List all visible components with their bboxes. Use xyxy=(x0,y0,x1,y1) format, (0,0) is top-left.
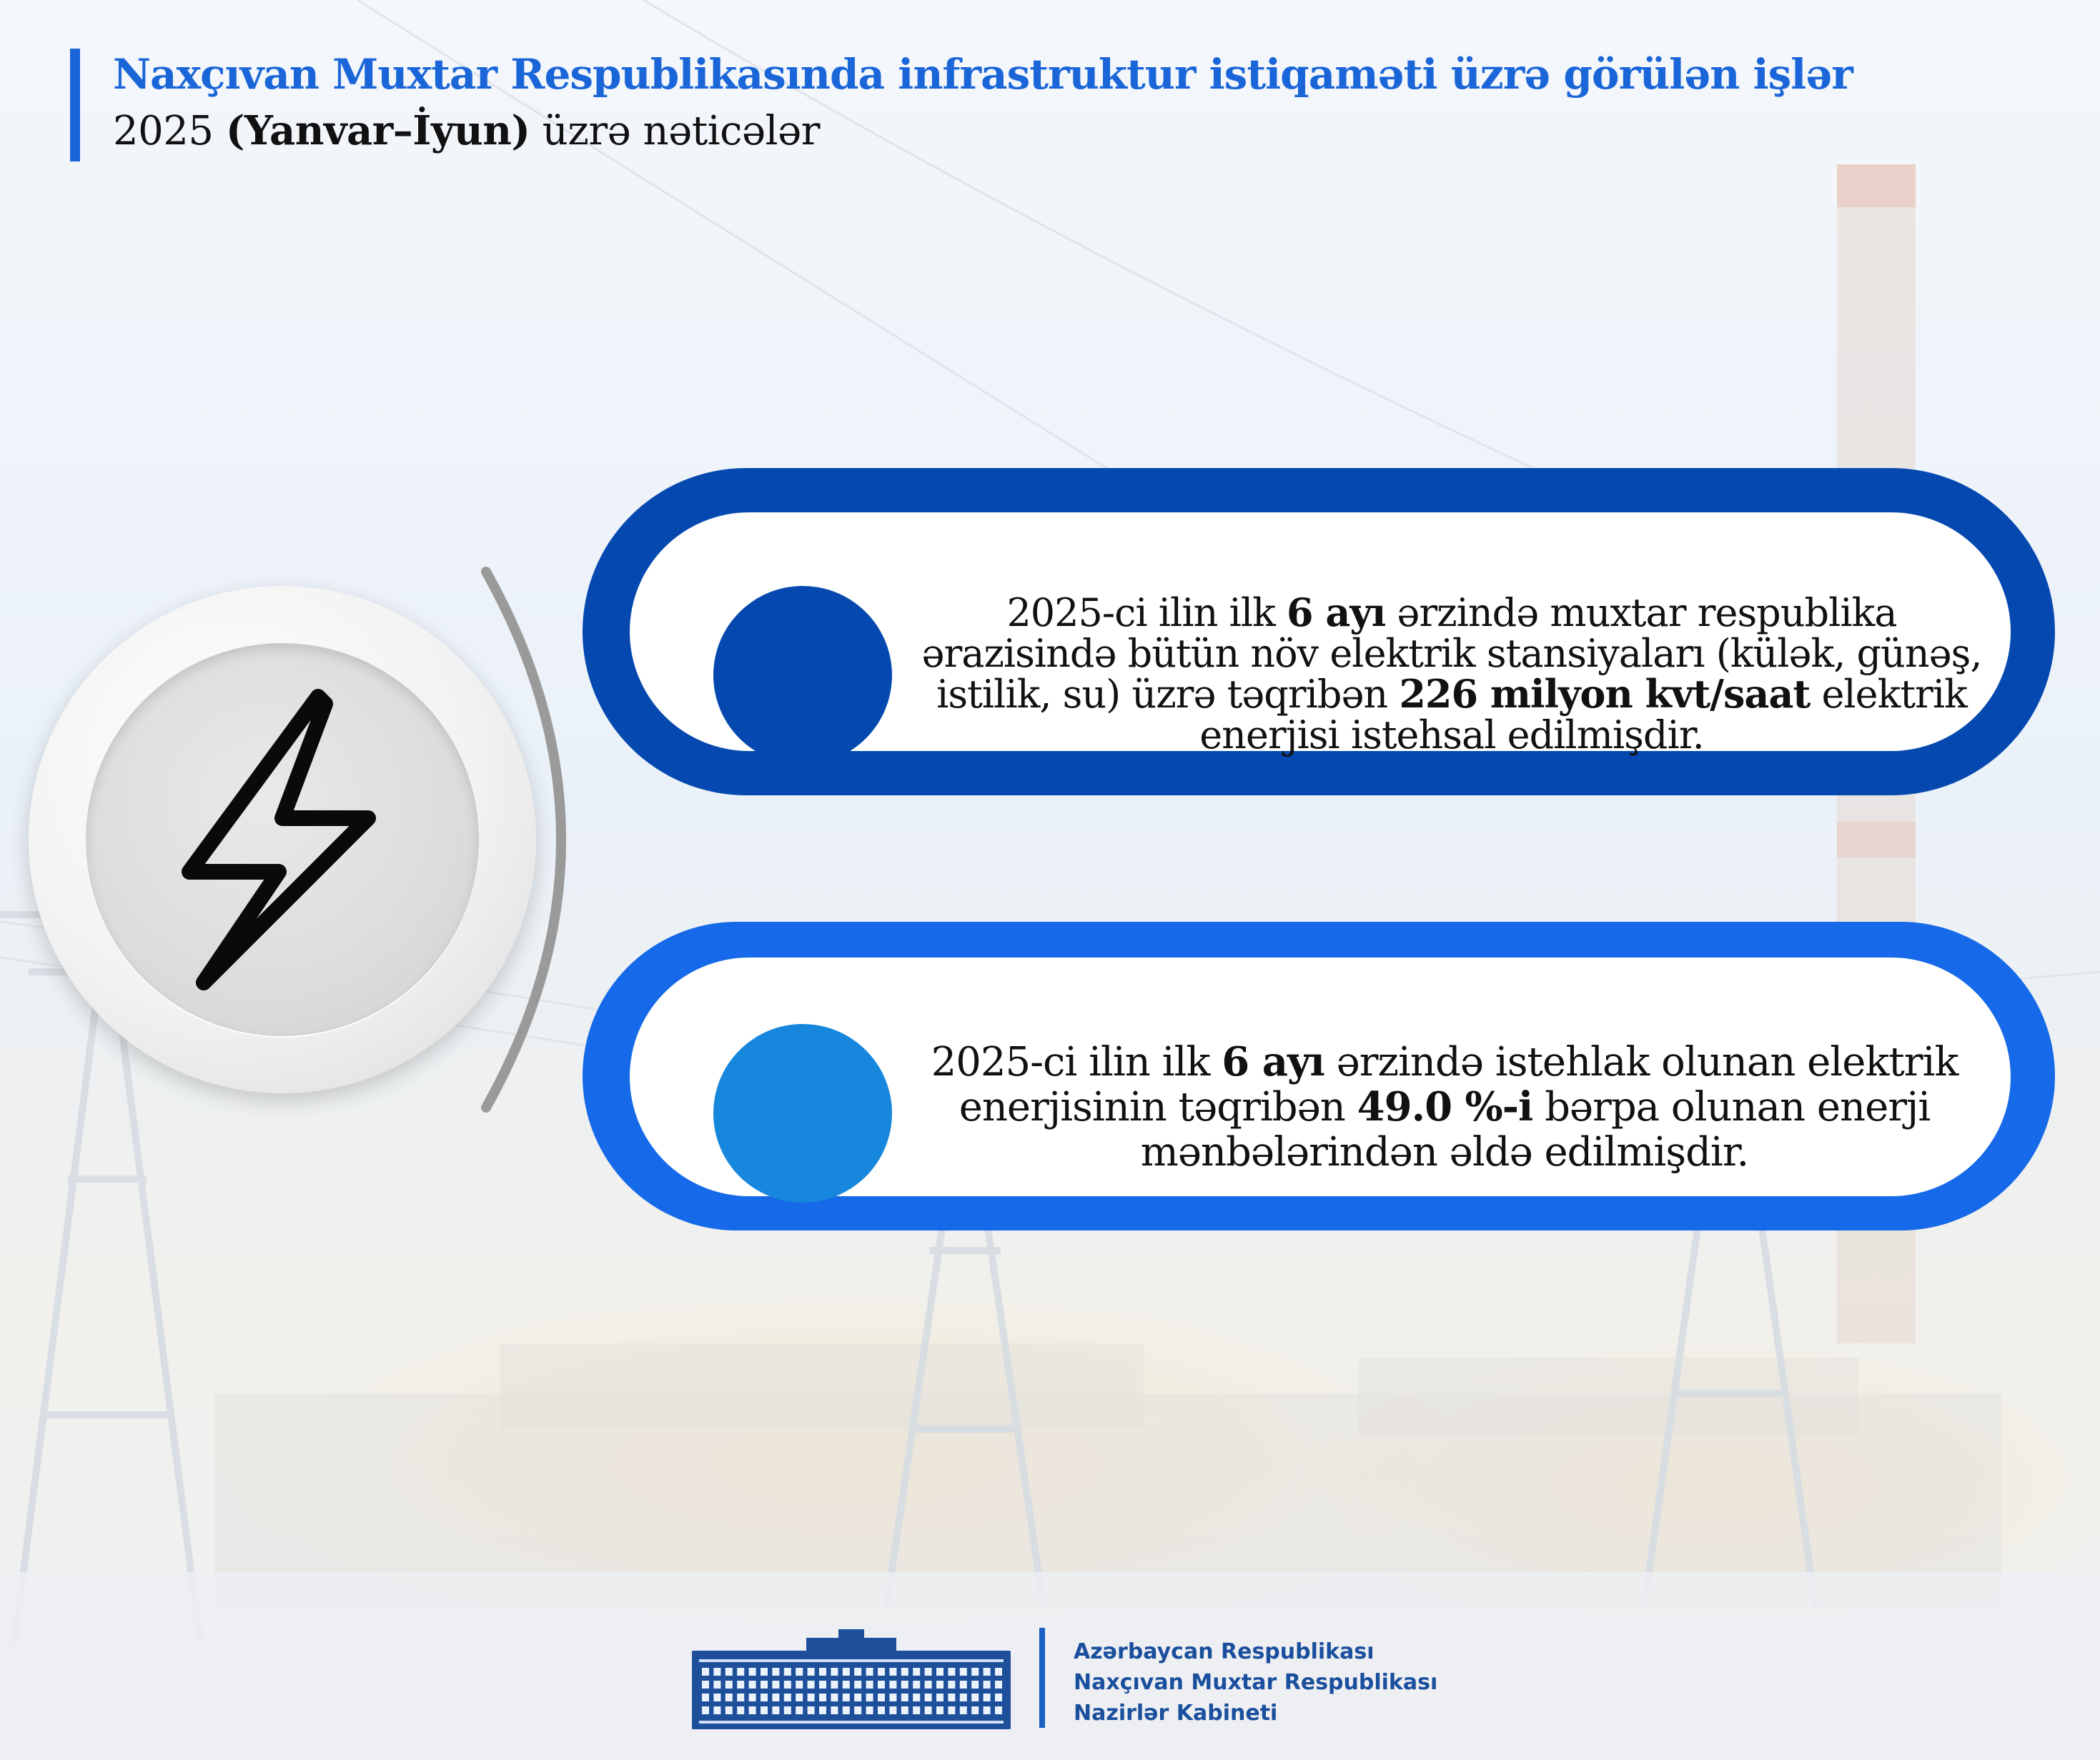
government-building-logo xyxy=(692,1629,1011,1729)
card-text-part: bərpa olunan enerji mənbələrindən əldə edilmişdir. xyxy=(1140,1084,1931,1175)
page-title: Naxçıvan Muxtar Respublikasında infrastruktur istiqaməti üzrə görülən işlər xyxy=(113,50,1853,99)
card-text xyxy=(908,592,1995,755)
subtitle-year: 2025 xyxy=(113,108,214,154)
info-card-production xyxy=(583,468,2055,795)
card-text-part: 2025-ci ilin ilk xyxy=(931,1039,1222,1085)
card-text-part: 2025-ci ilin ilk xyxy=(1006,590,1287,635)
card-text-part: ərzində istehlak olunan elektrik enerjisinin təqribən xyxy=(959,1039,1958,1130)
card-highlight-period: 6 ayı xyxy=(1222,1038,1324,1085)
header-accent-bar xyxy=(70,49,80,161)
subtitle-rest: üzrə nəticələr xyxy=(542,108,820,154)
page-subtitle xyxy=(113,107,820,154)
card-highlight-value: 49.0 %-i xyxy=(1357,1083,1533,1130)
footer-line-3: Nazirlər Kabineti xyxy=(1074,1701,1278,1726)
card-inner-panel xyxy=(630,958,2011,1196)
info-card-renewable-share xyxy=(583,922,2055,1230)
card-bullet-circle xyxy=(713,1024,892,1203)
card-highlight-value: 226 milyon kvt/saat xyxy=(1399,671,1811,717)
subtitle-period: (Yanvar–İyun) xyxy=(225,107,530,154)
footer-line-2: Naxçıvan Muxtar Respublikası xyxy=(1074,1670,1438,1695)
card-text-part: elektrik enerjisi istehsal edilmişdir. xyxy=(1199,672,1967,757)
footer-divider xyxy=(1039,1628,1045,1728)
card-text xyxy=(887,1040,2002,1175)
lightning-bolt-icon xyxy=(175,682,390,997)
card-highlight-period: 6 ayı xyxy=(1286,590,1386,635)
card-text-part: ərzində muxtar respublika ərazisində bütün növ elektrik stansiyaları (külək, günəş, istilik, su) üzrə təqribən xyxy=(921,590,1982,717)
card-inner-panel xyxy=(630,512,2011,757)
footer-line-1: Azərbaycan Respublikası xyxy=(1074,1639,1375,1664)
footer-organization xyxy=(1074,1636,1437,1729)
card-bullet-circle xyxy=(713,586,892,765)
